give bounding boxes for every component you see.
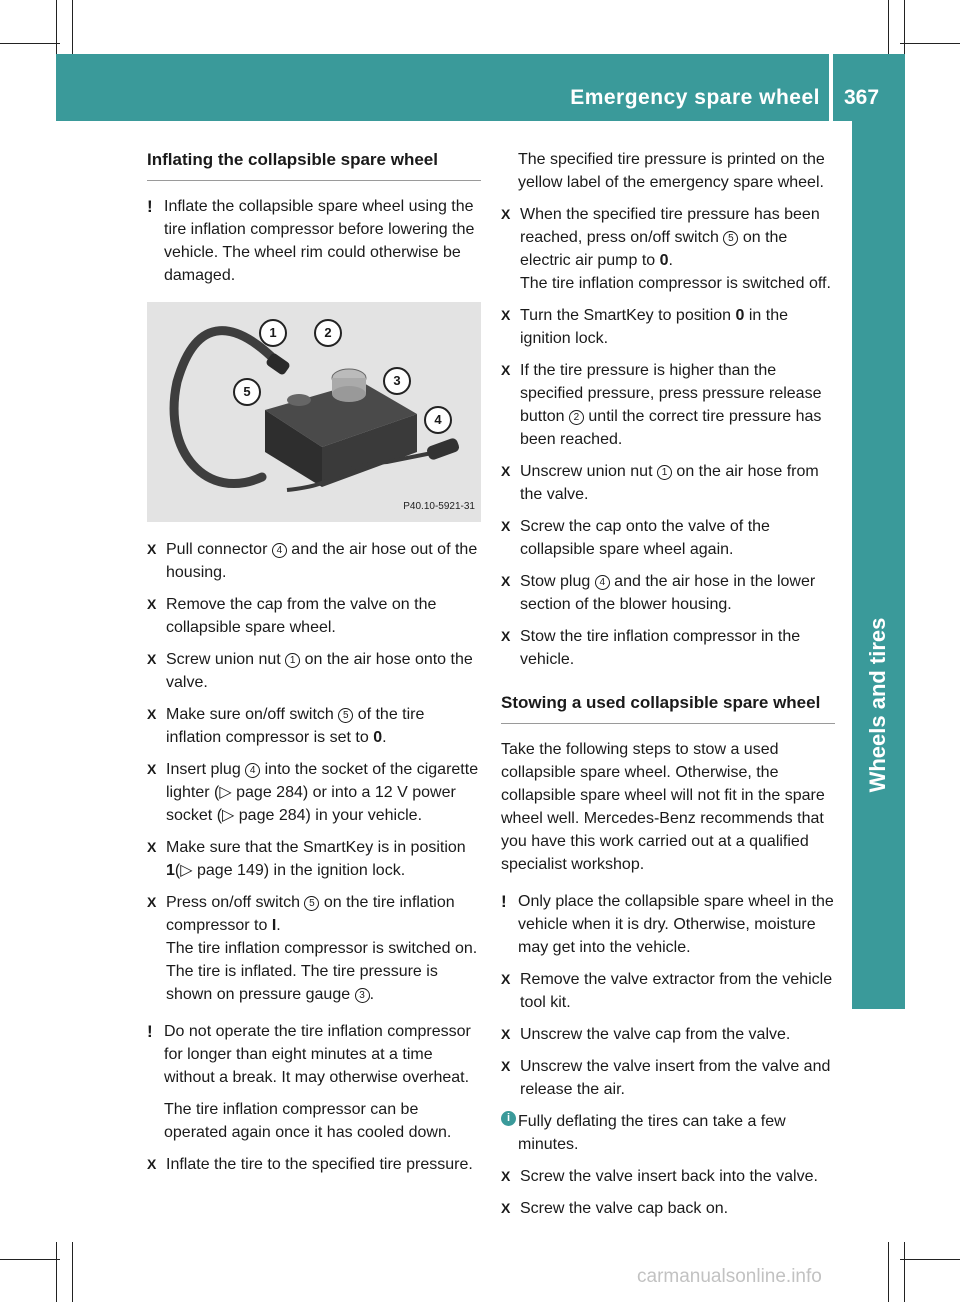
instruction-step: X Make sure that the SmartKey is in position 1(▷ page 149) in the ignition lock. [147, 836, 481, 882]
callout-ref-4: 4 [245, 763, 260, 778]
warning-note: ! Inflate the collapsible spare wheel using the tire inflation compressor before lowering the vehicle. The wheel rim could otherwise be damaged. [147, 197, 475, 284]
step-arrow-icon: X [147, 541, 157, 557]
step-arrow-icon: X [501, 307, 511, 323]
page-title: Emergency spare wheel [570, 86, 820, 109]
crop-mark [72, 0, 73, 60]
step-arrow-icon: X [147, 894, 157, 910]
step-arrow-icon: X [147, 596, 157, 612]
info-icon: i [501, 1111, 516, 1126]
step-arrow-icon: X [147, 839, 157, 855]
instruction-step: X Make sure on/off switch 5 of the tire inflation compressor is set to 0. [147, 703, 481, 749]
step-arrow-icon: X [501, 1200, 511, 1216]
warning-icon: ! [147, 1022, 153, 1041]
instruction-step: X Unscrew the valve cap from the valve. [501, 1023, 835, 1046]
step-arrow-icon: X [501, 206, 511, 222]
section-heading: Stowing a used collapsible spare wheel [501, 691, 835, 724]
side-tab [852, 121, 905, 1009]
right-column [501, 148, 835, 1229]
page-ref-icon: ▷ [222, 807, 235, 824]
crop-mark [56, 0, 57, 60]
instruction-step: X Remove the valve extractor from the vehicle tool kit. [501, 968, 835, 1014]
crop-mark [72, 1242, 73, 1302]
side-tab-marker [852, 928, 905, 1008]
instruction-step: X Turn the SmartKey to position 0 in the ignition lock. [501, 304, 835, 350]
callout-ref-5: 5 [338, 708, 353, 723]
callout-ref-2: 2 [569, 410, 584, 425]
crop-mark [888, 1242, 889, 1302]
figure-code: P40.10-5921-31 [403, 501, 475, 512]
step-arrow-icon: X [501, 518, 511, 534]
page-ref-icon: ▷ [180, 862, 193, 879]
callout-ref-3: 3 [355, 988, 370, 1003]
crop-mark [888, 0, 889, 60]
watermark: carmanualsonline.info [637, 1266, 822, 1287]
crop-mark [56, 1242, 57, 1302]
page-ref-link[interactable]: page 284) in your vehicle. [238, 807, 423, 824]
callout-1: 1 [259, 319, 287, 347]
callout-3: 3 [383, 367, 411, 395]
page-ref-link[interactable]: page 284) or into a 12 V power socket ( [166, 784, 456, 824]
instruction-step: X Unscrew union nut 1 on the air hose from the valve. [501, 460, 835, 506]
compressor-figure [147, 302, 481, 522]
callout-ref-5: 5 [723, 231, 738, 246]
warning-icon: ! [501, 892, 507, 911]
step-arrow-icon: X [501, 362, 511, 378]
step-arrow-icon: X [501, 1058, 511, 1074]
instruction-step: X Press on/off switch 5 on the tire inflation compressor to I. The tire inflation compressor is switched on. The tire is inflated. The tire pressure is shown on pressure gauge 3 . [147, 891, 481, 1006]
step-arrow-icon: X [147, 761, 157, 777]
instruction-step: X If the tire pressure is higher than the specified pressure, press pressure release button 2 until the correct tire pressure has been reached. [501, 359, 835, 451]
step-arrow-icon: X [501, 573, 511, 589]
callout-ref-1: 1 [285, 653, 300, 668]
instruction-step: X Stow the tire inflation compressor in the vehicle. [501, 625, 835, 671]
step-arrow-icon: X [147, 706, 157, 722]
crop-mark [904, 0, 905, 60]
crop-mark [900, 1259, 960, 1260]
crop-mark [904, 1242, 905, 1302]
side-tab-label: Wheels and tires [865, 617, 890, 793]
instruction-step: X Inflate the tire to the specified tire pressure. [147, 1153, 481, 1176]
instruction-step: X Screw union nut 1 on the air hose onto the valve. [147, 648, 481, 694]
left-column [147, 148, 481, 1185]
crop-mark [0, 1259, 60, 1260]
callout-ref-4: 4 [272, 543, 287, 558]
result-text: The specified tire pressure is printed on the yellow label of the emergency spare wheel. [518, 151, 825, 191]
instruction-step: X Insert plug 4 into the socket of the cigarette lighter (▷ page 284) or into a 12 V power socket (▷ page 284) in your vehicle. [147, 758, 481, 827]
page-ref-icon: ▷ [219, 784, 232, 801]
callout-ref-4: 4 [595, 575, 610, 590]
instruction-step: X Stow plug 4 and the air hose in the lower section of the blower housing. [501, 570, 835, 616]
warning-note-continued: The tire inflation compressor can be operated again once it has cooled down. [164, 1101, 452, 1141]
intro-paragraph: Take the following steps to stow a used collapsible spare wheel. Otherwise, the collapsible spare wheel will not fit in the spare wheel well. Mercedes-Benz recommends that you have this work carried out at a qualified specialist workshop. [501, 741, 825, 873]
step-arrow-icon: X [501, 1026, 511, 1042]
warning-note: ! Do not operate the tire inflation compressor for longer than eight minutes at a time without a break. It may otherwise overheat. [147, 1022, 471, 1086]
callout-4: 4 [424, 406, 452, 434]
info-note: i Fully deflating the tires can take a few minutes. [501, 1110, 835, 1156]
callout-5: 5 [233, 378, 261, 406]
instruction-step: X Screw the valve insert back into the valve. [501, 1165, 835, 1188]
step-arrow-icon: X [501, 971, 511, 987]
crop-mark [900, 43, 960, 44]
step-arrow-icon: X [501, 628, 511, 644]
callout-ref-1: 1 [657, 465, 672, 480]
instruction-step: X Screw the cap onto the valve of the collapsible spare wheel again. [501, 515, 835, 561]
callout-2: 2 [314, 319, 342, 347]
step-arrow-icon: X [501, 1168, 511, 1184]
instruction-step: X Unscrew the valve insert from the valve and release the air. [501, 1055, 835, 1101]
section-heading: Inflating the collapsible spare wheel [147, 148, 481, 181]
warning-note: ! Only place the collapsible spare wheel in the vehicle when it is dry. Otherwise, moisture may get into the vehicle. [501, 892, 834, 956]
instruction-step: X Remove the cap from the valve on the collapsible spare wheel. [147, 593, 481, 639]
step-arrow-icon: X [501, 463, 511, 479]
step-arrow-icon: X [147, 651, 157, 667]
page-number: 367 [844, 86, 880, 109]
instruction-step: X Pull connector 4 and the air hose out of the housing. [147, 538, 481, 584]
warning-icon: ! [147, 197, 153, 216]
instruction-step: X Screw the valve cap back on. [501, 1197, 835, 1220]
callout-ref-5: 5 [304, 896, 319, 911]
header-separator [829, 54, 833, 121]
step-arrow-icon: X [147, 1156, 157, 1172]
crop-mark [0, 43, 60, 44]
instruction-step: X When the specified tire pressure has been reached, press on/off switch 5 on the electric air pump to 0. The tire inflation compressor is switched off. [501, 203, 835, 295]
page-ref-link[interactable]: page 149) in the ignition lock. [197, 862, 406, 879]
